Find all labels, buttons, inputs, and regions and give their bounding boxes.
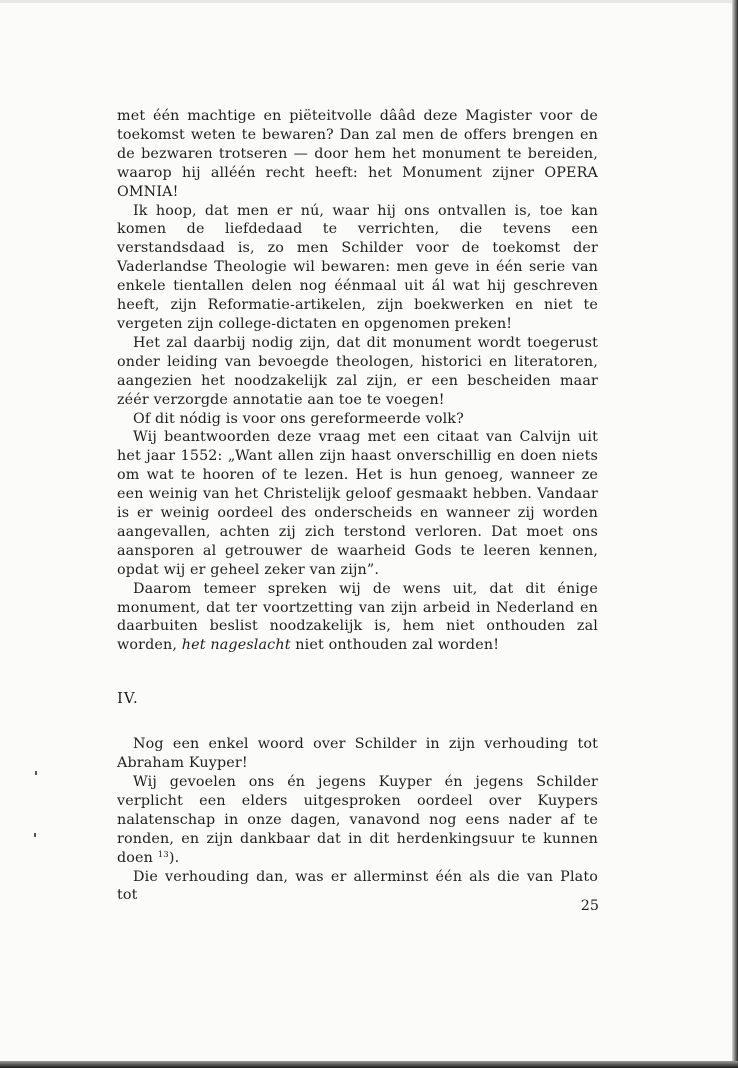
paragraph: Nog een enkel woord over Schilder in zijn verhouding tot Abraham Kuyper! xyxy=(117,736,598,772)
paragraph: Die verhouding dan, was er allerminst één als die van Plato tot xyxy=(117,868,598,904)
page-right-edge xyxy=(732,0,738,1068)
page-top-edge xyxy=(0,0,738,3)
paragraph: Of dit nódig is voor ons gereformeerde volk? xyxy=(133,410,464,427)
section-heading: IV. xyxy=(117,690,139,708)
paragraph xyxy=(117,580,598,656)
body-text xyxy=(117,107,598,905)
paragraph-text: Wij gevoelen ons én jegens Kuyper én jegens Schilder verplicht een elders uitgesproken oordeel over Kuypers nalatenschap in onze dagen, vanavond nog eens nader af te ronden, en zijn dankbaar dat in dit herdenkingsuur te kunnen doen xyxy=(117,774,598,866)
paragraph xyxy=(117,773,598,868)
paragraph-text: niet onthouden zal worden! xyxy=(290,637,500,654)
margin-mark xyxy=(35,771,37,775)
paragraph: Het zal daarbij nodig zijn, dat dit monument wordt toegerust onder leiding van bevoegde theologen, historici en literatoren, aangezien het noodzakelijk zal zijn, er een bescheiden maar zéér verzorgde annotatie aan toe te voegen! xyxy=(117,334,598,408)
emphasized-text: het nageslacht xyxy=(181,637,291,654)
paragraph-text: ). xyxy=(168,849,180,866)
footnote-reference: 13 xyxy=(157,849,169,860)
page-bottom-edge xyxy=(0,1061,738,1068)
paragraph: Wij beantwoorden deze vraag met een citaat van Calvijn uit het jaar 1552: „Want allen zijn haast onverschillig en doen niets om wat te hooren of te lezen. Het is hun genoeg, wanneer ze een weinig van het Christelijk geloof gesmaakt hebben. Vandaar is er weinig oordeel des onderscheids en wanneer zij worden aangevallen, achten zij zich terstond verloren. Dat moet ons aansporen al getrouwer de waarheid Gods te leeren kennen, opdat wij er geheel zeker van zijn”. xyxy=(117,429,598,578)
paragraph: met één machtige en piëteitvolle dââd deze Magister voor de toekomst weten te bewaren? Dan zal men de offers brengen en de bezwaren trotseren — door hem het monument te bereiden, waarop hij alléén recht heeft: het Monument zijner OPERA OMNIA! xyxy=(117,108,598,200)
margin-mark xyxy=(34,833,36,837)
paragraph: Ik hoop, dat men er nú, waar hij ons ontvallen is, toe kan komen de liefdedaad te verrichten, die tevens een verstandsdaad is, zo men Schilder voor de toekomst der Vaderlandse Theologie wil bewaren: men geve in één serie van enkele tientallen delen nog éénmaal uit ál wat hij geschreven heeft, zijn Reformatie-artikelen, zijn boekwerken en niet te vergeten zijn college-dictaten en opgenomen preken! xyxy=(117,202,598,332)
page-number: 25 xyxy=(580,898,599,914)
paragraph-text: Daarom temeer spreken wij de wens uit, dat dit énige monument, dat ter voortzetting van zijn arbeid in Nederland en daarbuiten beslist noodzakelijk is, hem niet onthouden zal worden, xyxy=(117,580,598,654)
